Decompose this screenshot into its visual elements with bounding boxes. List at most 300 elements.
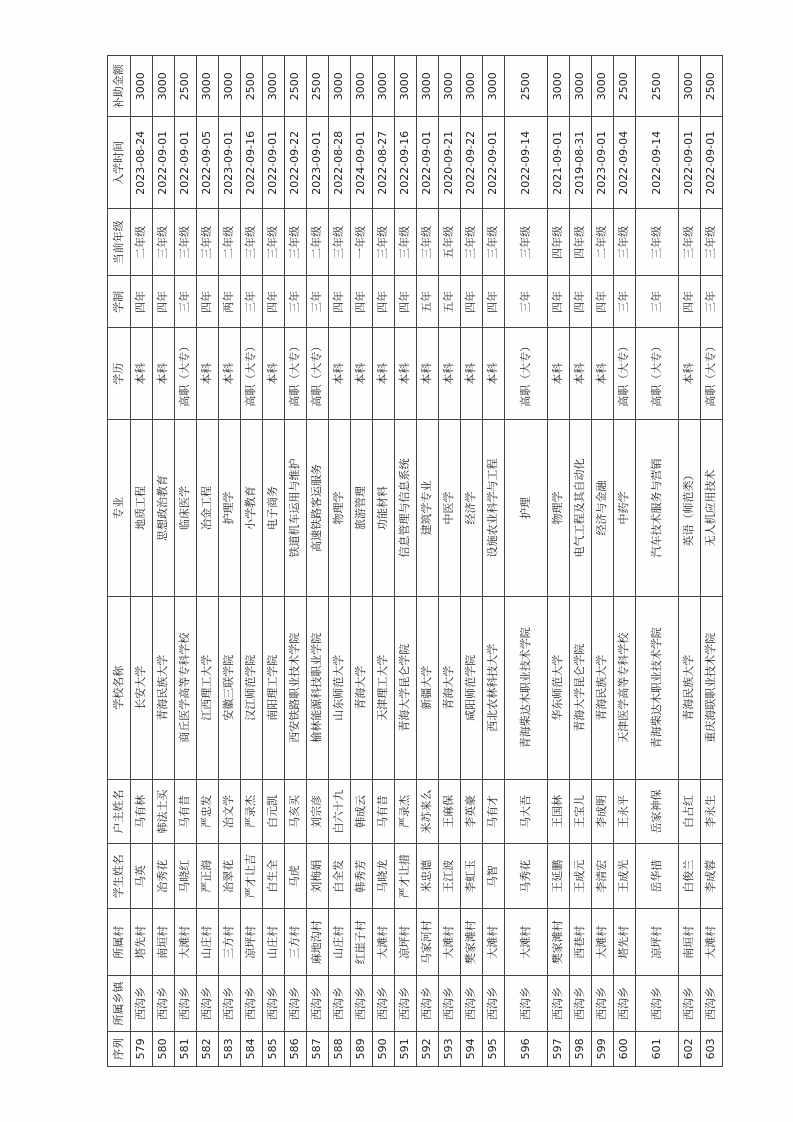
- col-village-cell: 三方村: [284, 909, 306, 976]
- col-amount-cell: 3000: [678, 56, 700, 117]
- col-amount-cell: 2500: [174, 56, 196, 117]
- col-amount-cell: 3000: [372, 56, 394, 117]
- col-education-cell: 本科: [218, 328, 240, 420]
- col-enroll-date-cell: 2023-09-01: [306, 117, 328, 209]
- col-town-cell: 西沟乡: [394, 976, 416, 1031]
- col-householder-cell: 马有昔: [372, 779, 394, 844]
- col-grade-cell: 三年级: [416, 209, 438, 276]
- col-householder-cell: 马有才: [482, 779, 504, 844]
- col-education-cell: 本科: [460, 328, 482, 420]
- col-town-cell: 西沟乡: [262, 976, 284, 1031]
- table-row: [569, 56, 591, 1067]
- col-school-cell: 青海大学: [350, 596, 372, 779]
- col-village-cell: 樊家滩村: [460, 909, 482, 976]
- table-row: [284, 56, 306, 1067]
- col-village-cell: 凉坪村: [635, 909, 678, 976]
- col-student-cell: 李清宏: [591, 844, 613, 909]
- col-duration-cell: 三年: [284, 276, 306, 328]
- col-duration-cell: 四年: [372, 276, 394, 328]
- col-amount-header: 补助金额: [107, 56, 130, 117]
- col-village-cell: 三方村: [218, 909, 240, 976]
- col-householder-cell: 韩成云: [350, 779, 372, 844]
- col-duration-cell: 三年: [504, 276, 547, 328]
- col-serial-cell: 599: [591, 1031, 613, 1066]
- col-major-cell: 无人机应用技术: [700, 420, 722, 597]
- col-town-cell: 西沟乡: [240, 976, 262, 1031]
- col-grade-cell: 三年级: [174, 209, 196, 276]
- col-village-cell: 塔先村: [613, 909, 635, 976]
- col-education-cell: 本科: [262, 328, 284, 420]
- col-student-cell: 岳华措: [635, 844, 678, 909]
- col-amount-cell: 3000: [152, 56, 174, 117]
- col-village-cell: 大滩村: [372, 909, 394, 976]
- table-row: [547, 56, 569, 1067]
- col-duration-cell: 三年: [174, 276, 196, 328]
- table-header-row: [107, 56, 130, 1067]
- col-enroll-date-cell: 2020-09-21: [438, 117, 460, 209]
- col-student-cell: 严正海: [196, 844, 218, 909]
- col-grade-cell: 四年级: [569, 209, 591, 276]
- col-school-cell: 青海柴达木职业技术学院: [504, 596, 547, 779]
- col-duration-cell: 五年: [438, 276, 460, 328]
- col-student-header: 学生姓名: [107, 844, 130, 909]
- col-householder-cell: 冶文学: [218, 779, 240, 844]
- table-row: [438, 56, 460, 1067]
- col-grade-cell: 三年级: [504, 209, 547, 276]
- col-householder-cell: 马有昔: [174, 779, 196, 844]
- col-village-cell: 大滩村: [504, 909, 547, 976]
- col-serial-cell: 588: [328, 1031, 350, 1066]
- col-student-cell: 米忠德: [416, 844, 438, 909]
- col-town-cell: 西沟乡: [460, 976, 482, 1031]
- col-enroll-date-cell: 2024-09-01: [350, 117, 372, 209]
- col-householder-cell: 白六十九: [328, 779, 350, 844]
- table-row: [130, 56, 152, 1067]
- col-student-cell: 冶秀花: [152, 844, 174, 909]
- col-amount-cell: 3000: [460, 56, 482, 117]
- col-town-cell: 西沟乡: [372, 976, 394, 1031]
- col-student-cell: 王江波: [438, 844, 460, 909]
- col-duration-cell: 四年: [591, 276, 613, 328]
- col-education-cell: 高职（大专）: [635, 328, 678, 420]
- col-grade-cell: 三年级: [240, 209, 262, 276]
- col-student-cell: 马智: [482, 844, 504, 909]
- col-school-cell: 青海大学昆仑学院: [569, 596, 591, 779]
- table-row: [174, 56, 196, 1067]
- col-town-cell: 西沟乡: [174, 976, 196, 1031]
- col-student-cell: 严才让吉: [240, 844, 262, 909]
- col-education-cell: 本科: [438, 328, 460, 420]
- col-education-cell: 本科: [591, 328, 613, 420]
- col-education-cell: 高职（大专）: [240, 328, 262, 420]
- col-householder-cell: 王麻保: [438, 779, 460, 844]
- col-school-cell: 山东师范大学: [328, 596, 350, 779]
- col-duration-cell: 四年: [196, 276, 218, 328]
- col-serial-cell: 591: [394, 1031, 416, 1066]
- col-householder-cell: 严录杰: [394, 779, 416, 844]
- col-duration-cell: 五年: [416, 276, 438, 328]
- col-education-cell: 本科: [394, 328, 416, 420]
- col-student-cell: 冶翠花: [218, 844, 240, 909]
- col-grade-cell: 五年级: [438, 209, 460, 276]
- col-amount-cell: 3000: [416, 56, 438, 117]
- col-householder-cell: 马有林: [130, 779, 152, 844]
- col-student-cell: 马虎: [284, 844, 306, 909]
- col-serial-cell: 595: [482, 1031, 504, 1066]
- col-school-cell: 榆林能源科技职业学院: [306, 596, 328, 779]
- col-amount-cell: 2500: [700, 56, 722, 117]
- col-duration-cell: 三年: [240, 276, 262, 328]
- col-grade-cell: 三年级: [372, 209, 394, 276]
- col-grade-cell: 三年级: [460, 209, 482, 276]
- col-householder-cell: 李永生: [700, 779, 722, 844]
- col-grade-header: 当前年级: [107, 209, 130, 276]
- col-education-cell: 本科: [372, 328, 394, 420]
- col-duration-cell: 四年: [482, 276, 504, 328]
- col-householder-cell: 王国林: [547, 779, 569, 844]
- col-serial-cell: 592: [416, 1031, 438, 1066]
- col-village-header: 所属村: [107, 909, 130, 976]
- col-education-cell: 本科: [569, 328, 591, 420]
- col-householder-cell: 韩法土买: [152, 779, 174, 844]
- col-village-cell: 红崖子村: [350, 909, 372, 976]
- col-amount-cell: 3000: [569, 56, 591, 117]
- col-school-cell: 西安铁路职业技术学院: [284, 596, 306, 779]
- col-major-cell: 小学教育: [240, 420, 262, 597]
- table-row: [372, 56, 394, 1067]
- col-serial-cell: 602: [678, 1031, 700, 1066]
- col-student-cell: 白生全: [262, 844, 284, 909]
- table-row: [218, 56, 240, 1067]
- col-student-cell: 马英: [130, 844, 152, 909]
- col-enroll-date-cell: 2022-09-01: [174, 117, 196, 209]
- col-major-cell: 中医学: [438, 420, 460, 597]
- col-major-cell: 建筑学专业: [416, 420, 438, 597]
- col-householder-cell: 刘宗彦: [306, 779, 328, 844]
- col-serial-cell: 587: [306, 1031, 328, 1066]
- col-school-cell: 青海民族大学: [591, 596, 613, 779]
- col-serial-cell: 581: [174, 1031, 196, 1066]
- col-duration-cell: 三年: [635, 276, 678, 328]
- col-major-cell: 电气工程及其自动化: [569, 420, 591, 597]
- col-amount-cell: 2500: [284, 56, 306, 117]
- col-town-cell: 西沟乡: [613, 976, 635, 1031]
- col-student-cell: 严才让措: [394, 844, 416, 909]
- col-duration-cell: 四年: [152, 276, 174, 328]
- col-amount-cell: 3000: [482, 56, 504, 117]
- col-school-cell: 青海民族大学: [678, 596, 700, 779]
- col-enroll-date-cell: 2021-09-01: [547, 117, 569, 209]
- col-grade-cell: 三年级: [284, 209, 306, 276]
- col-village-cell: 西巷村: [569, 909, 591, 976]
- col-town-cell: 西沟乡: [547, 976, 569, 1031]
- table-row: [152, 56, 174, 1067]
- col-serial-cell: 593: [438, 1031, 460, 1066]
- col-householder-cell: 白元凯: [262, 779, 284, 844]
- col-grade-cell: 三年级: [394, 209, 416, 276]
- col-student-cell: 王延鹏: [547, 844, 569, 909]
- col-town-cell: 西沟乡: [350, 976, 372, 1031]
- col-school-cell: 安徽三联学院: [218, 596, 240, 779]
- col-major-cell: 临床医学: [174, 420, 196, 597]
- col-serial-cell: 580: [152, 1031, 174, 1066]
- col-student-cell: 韩秀芳: [350, 844, 372, 909]
- col-education-cell: 本科: [196, 328, 218, 420]
- col-village-cell: 大滩村: [482, 909, 504, 976]
- col-major-cell: 冶金工程: [196, 420, 218, 597]
- col-village-cell: 南垣村: [152, 909, 174, 976]
- col-major-cell: 功能材料: [372, 420, 394, 597]
- col-student-cell: 李虹玉: [460, 844, 482, 909]
- col-amount-cell: 3000: [130, 56, 152, 117]
- col-town-cell: 西沟乡: [569, 976, 591, 1031]
- col-serial-cell: 597: [547, 1031, 569, 1066]
- col-amount-cell: 3000: [196, 56, 218, 117]
- col-town-cell: 西沟乡: [218, 976, 240, 1031]
- col-amount-cell: 3000: [547, 56, 569, 117]
- col-householder-cell: 严录杰: [240, 779, 262, 844]
- table-row: [350, 56, 372, 1067]
- col-school-cell: 青海大学: [438, 596, 460, 779]
- col-education-cell: 高职（大专）: [613, 328, 635, 420]
- col-major-cell: 铁道机车运用与维护: [284, 420, 306, 597]
- col-village-cell: 塔先村: [130, 909, 152, 976]
- table-row: [240, 56, 262, 1067]
- col-householder-cell: 马亥买: [284, 779, 306, 844]
- col-school-cell: 江西理工大学: [196, 596, 218, 779]
- col-duration-cell: 四年: [130, 276, 152, 328]
- col-duration-cell: 四年: [460, 276, 482, 328]
- col-householder-cell: 李成明: [591, 779, 613, 844]
- col-serial-cell: 582: [196, 1031, 218, 1066]
- col-school-cell: 天津医学高等专科学校: [613, 596, 635, 779]
- col-village-cell: 马家河村: [416, 909, 438, 976]
- col-householder-cell: 王宝儿: [569, 779, 591, 844]
- col-school-cell: 重庆海联职业技术学院: [700, 596, 722, 779]
- col-duration-cell: 四年: [678, 276, 700, 328]
- col-serial-header: 序列: [107, 1031, 130, 1066]
- col-duration-cell: 三年: [700, 276, 722, 328]
- col-serial-cell: 590: [372, 1031, 394, 1066]
- col-duration-cell: 四年: [394, 276, 416, 328]
- col-education-cell: 高职（大专）: [700, 328, 722, 420]
- col-grade-cell: 四年级: [547, 209, 569, 276]
- col-education-cell: 高职（大专）: [504, 328, 547, 420]
- col-school-cell: 汉江师范学院: [240, 596, 262, 779]
- col-serial-cell: 594: [460, 1031, 482, 1066]
- table-row: [394, 56, 416, 1067]
- col-school-cell: 青海柴达木职业技术学院: [635, 596, 678, 779]
- col-enroll-date-cell: 2022-09-22: [460, 117, 482, 209]
- col-school-cell: 青海大学昆仑学院: [394, 596, 416, 779]
- col-enroll-date-cell: 2022-09-14: [504, 117, 547, 209]
- table-row: [416, 56, 438, 1067]
- col-education-cell: 高职（大专）: [284, 328, 306, 420]
- col-education-cell: 本科: [328, 328, 350, 420]
- col-school-cell: 天津理工大学: [372, 596, 394, 779]
- col-village-cell: 山庄村: [328, 909, 350, 976]
- table-row: [460, 56, 482, 1067]
- col-serial-cell: 579: [130, 1031, 152, 1066]
- col-school-cell: 咸阳师范学院: [460, 596, 482, 779]
- col-major-cell: 设施农业科学与工程: [482, 420, 504, 597]
- table-row: [328, 56, 350, 1067]
- col-town-cell: 西沟乡: [438, 976, 460, 1031]
- col-grade-cell: 三年级: [635, 209, 678, 276]
- col-major-cell: 经济与金融: [591, 420, 613, 597]
- col-householder-cell: 李英豪: [460, 779, 482, 844]
- col-enroll-date-cell: 2022-09-16: [394, 117, 416, 209]
- col-major-cell: 物理学: [547, 420, 569, 597]
- col-householder-header: 户主姓名: [107, 779, 130, 844]
- col-major-cell: 思想政治教育: [152, 420, 174, 597]
- col-school-cell: 青海民族大学: [152, 596, 174, 779]
- col-duration-cell: 四年: [262, 276, 284, 328]
- table-body: [130, 56, 722, 1067]
- col-enroll-date-cell: 2022-09-01: [416, 117, 438, 209]
- col-village-cell: 大滩村: [174, 909, 196, 976]
- col-education-cell: 本科: [130, 328, 152, 420]
- col-village-cell: 山庄村: [196, 909, 218, 976]
- table-row: [306, 56, 328, 1067]
- col-amount-cell: 3000: [218, 56, 240, 117]
- col-serial-cell: 585: [262, 1031, 284, 1066]
- col-village-cell: 凉坪村: [394, 909, 416, 976]
- col-town-cell: 西沟乡: [416, 976, 438, 1031]
- col-duration-cell: 三年: [613, 276, 635, 328]
- col-student-cell: 李成蓉: [700, 844, 722, 909]
- col-householder-cell: 米苏来么: [416, 779, 438, 844]
- col-duration-header: 学制: [107, 276, 130, 328]
- col-enroll-date-cell: 2022-09-16: [240, 117, 262, 209]
- table-row: [196, 56, 218, 1067]
- col-amount-cell: 2500: [306, 56, 328, 117]
- col-serial-cell: 586: [284, 1031, 306, 1066]
- col-enroll-date-cell: 2022-09-01: [700, 117, 722, 209]
- col-town-cell: 西沟乡: [306, 976, 328, 1031]
- table-row: [504, 56, 547, 1067]
- col-enroll-date-cell: 2022-09-01: [678, 117, 700, 209]
- col-amount-cell: 2500: [635, 56, 678, 117]
- col-amount-cell: 3000: [394, 56, 416, 117]
- col-householder-cell: 马大吾: [504, 779, 547, 844]
- col-education-cell: 本科: [350, 328, 372, 420]
- col-education-cell: 本科: [547, 328, 569, 420]
- col-student-cell: 白俊兰: [678, 844, 700, 909]
- subsidy-table: [107, 55, 723, 1067]
- col-school-cell: 新疆大学: [416, 596, 438, 779]
- col-school-cell: 商丘医学高等专科学校: [174, 596, 196, 779]
- col-enroll-date-cell: 2022-09-01: [482, 117, 504, 209]
- col-enroll-date-cell: 2023-08-24: [130, 117, 152, 209]
- col-enroll-date-cell: 2022-08-27: [372, 117, 394, 209]
- col-enroll-date-cell: 2022-09-04: [613, 117, 635, 209]
- col-village-cell: 凉坪村: [240, 909, 262, 976]
- col-serial-cell: 598: [569, 1031, 591, 1066]
- col-grade-cell: 一年级: [350, 209, 372, 276]
- col-amount-cell: 3000: [262, 56, 284, 117]
- col-enroll-date-cell: 2019-08-31: [569, 117, 591, 209]
- col-education-cell: 高职（大专）: [306, 328, 328, 420]
- col-student-cell: 王成光: [613, 844, 635, 909]
- col-grade-cell: 三年级: [613, 209, 635, 276]
- col-town-cell: 西沟乡: [130, 976, 152, 1031]
- col-major-cell: 高速铁路客运服务: [306, 420, 328, 597]
- col-town-cell: 西沟乡: [152, 976, 174, 1031]
- col-school-cell: 南阳理工学院: [262, 596, 284, 779]
- col-student-cell: 马秀花: [504, 844, 547, 909]
- col-amount-cell: 2500: [504, 56, 547, 117]
- col-enroll-date-cell: 2022-09-01: [262, 117, 284, 209]
- col-enroll-date-cell: 2022-09-01: [152, 117, 174, 209]
- col-town-cell: 西沟乡: [635, 976, 678, 1031]
- table-row: [635, 56, 678, 1067]
- col-enroll-date-cell: 2023-09-01: [218, 117, 240, 209]
- rotated-table-wrapper: [107, 55, 717, 1067]
- col-town-cell: 西沟乡: [504, 976, 547, 1031]
- col-student-cell: 王成元: [569, 844, 591, 909]
- col-enroll-date-cell: 2022-08-28: [328, 117, 350, 209]
- col-education-cell: 本科: [678, 328, 700, 420]
- col-major-cell: 护理: [504, 420, 547, 597]
- col-grade-cell: 二年级: [218, 209, 240, 276]
- table-row: [262, 56, 284, 1067]
- col-enroll-date-header: 入学时间: [107, 117, 130, 209]
- col-town-cell: 西沟乡: [678, 976, 700, 1031]
- col-amount-cell: 2500: [240, 56, 262, 117]
- col-duration-cell: 四年: [547, 276, 569, 328]
- col-enroll-date-cell: 2023-09-01: [591, 117, 613, 209]
- col-enroll-date-cell: 2022-09-22: [284, 117, 306, 209]
- table-row: [700, 56, 722, 1067]
- col-grade-cell: 三年级: [328, 209, 350, 276]
- col-grade-cell: 二年级: [130, 209, 152, 276]
- col-school-cell: 西北农林科技大学: [482, 596, 504, 779]
- col-grade-cell: 三年级: [262, 209, 284, 276]
- col-town-cell: 西沟乡: [284, 976, 306, 1031]
- table-row: [613, 56, 635, 1067]
- col-serial-cell: 589: [350, 1031, 372, 1066]
- col-village-cell: 樊家滩村: [547, 909, 569, 976]
- col-grade-cell: 三年级: [152, 209, 174, 276]
- col-householder-cell: 王永平: [613, 779, 635, 844]
- col-householder-cell: 严忠发: [196, 779, 218, 844]
- col-amount-cell: 2500: [613, 56, 635, 117]
- col-major-cell: 地质工程: [130, 420, 152, 597]
- col-town-cell: 西沟乡: [328, 976, 350, 1031]
- col-serial-cell: 601: [635, 1031, 678, 1066]
- col-major-header: 专业: [107, 420, 130, 597]
- col-major-cell: 信息管理与信息系统: [394, 420, 416, 597]
- col-duration-cell: 四年: [350, 276, 372, 328]
- col-serial-cell: 584: [240, 1031, 262, 1066]
- table-row: [678, 56, 700, 1067]
- col-education-cell: 高职（大专）: [174, 328, 196, 420]
- col-grade-cell: 三年级: [700, 209, 722, 276]
- col-grade-cell: 三年级: [678, 209, 700, 276]
- col-student-cell: 马晓红: [174, 844, 196, 909]
- col-village-cell: 大滩村: [591, 909, 613, 976]
- col-student-cell: 白全发: [328, 844, 350, 909]
- col-student-cell: 刘梅娟: [306, 844, 328, 909]
- col-education-header: 学历: [107, 328, 130, 420]
- col-town-cell: 西沟乡: [196, 976, 218, 1031]
- col-serial-cell: 596: [504, 1031, 547, 1066]
- col-town-cell: 西沟乡: [482, 976, 504, 1031]
- col-serial-cell: 600: [613, 1031, 635, 1066]
- col-householder-cell: 岳家神保: [635, 779, 678, 844]
- col-duration-cell: 两年: [218, 276, 240, 328]
